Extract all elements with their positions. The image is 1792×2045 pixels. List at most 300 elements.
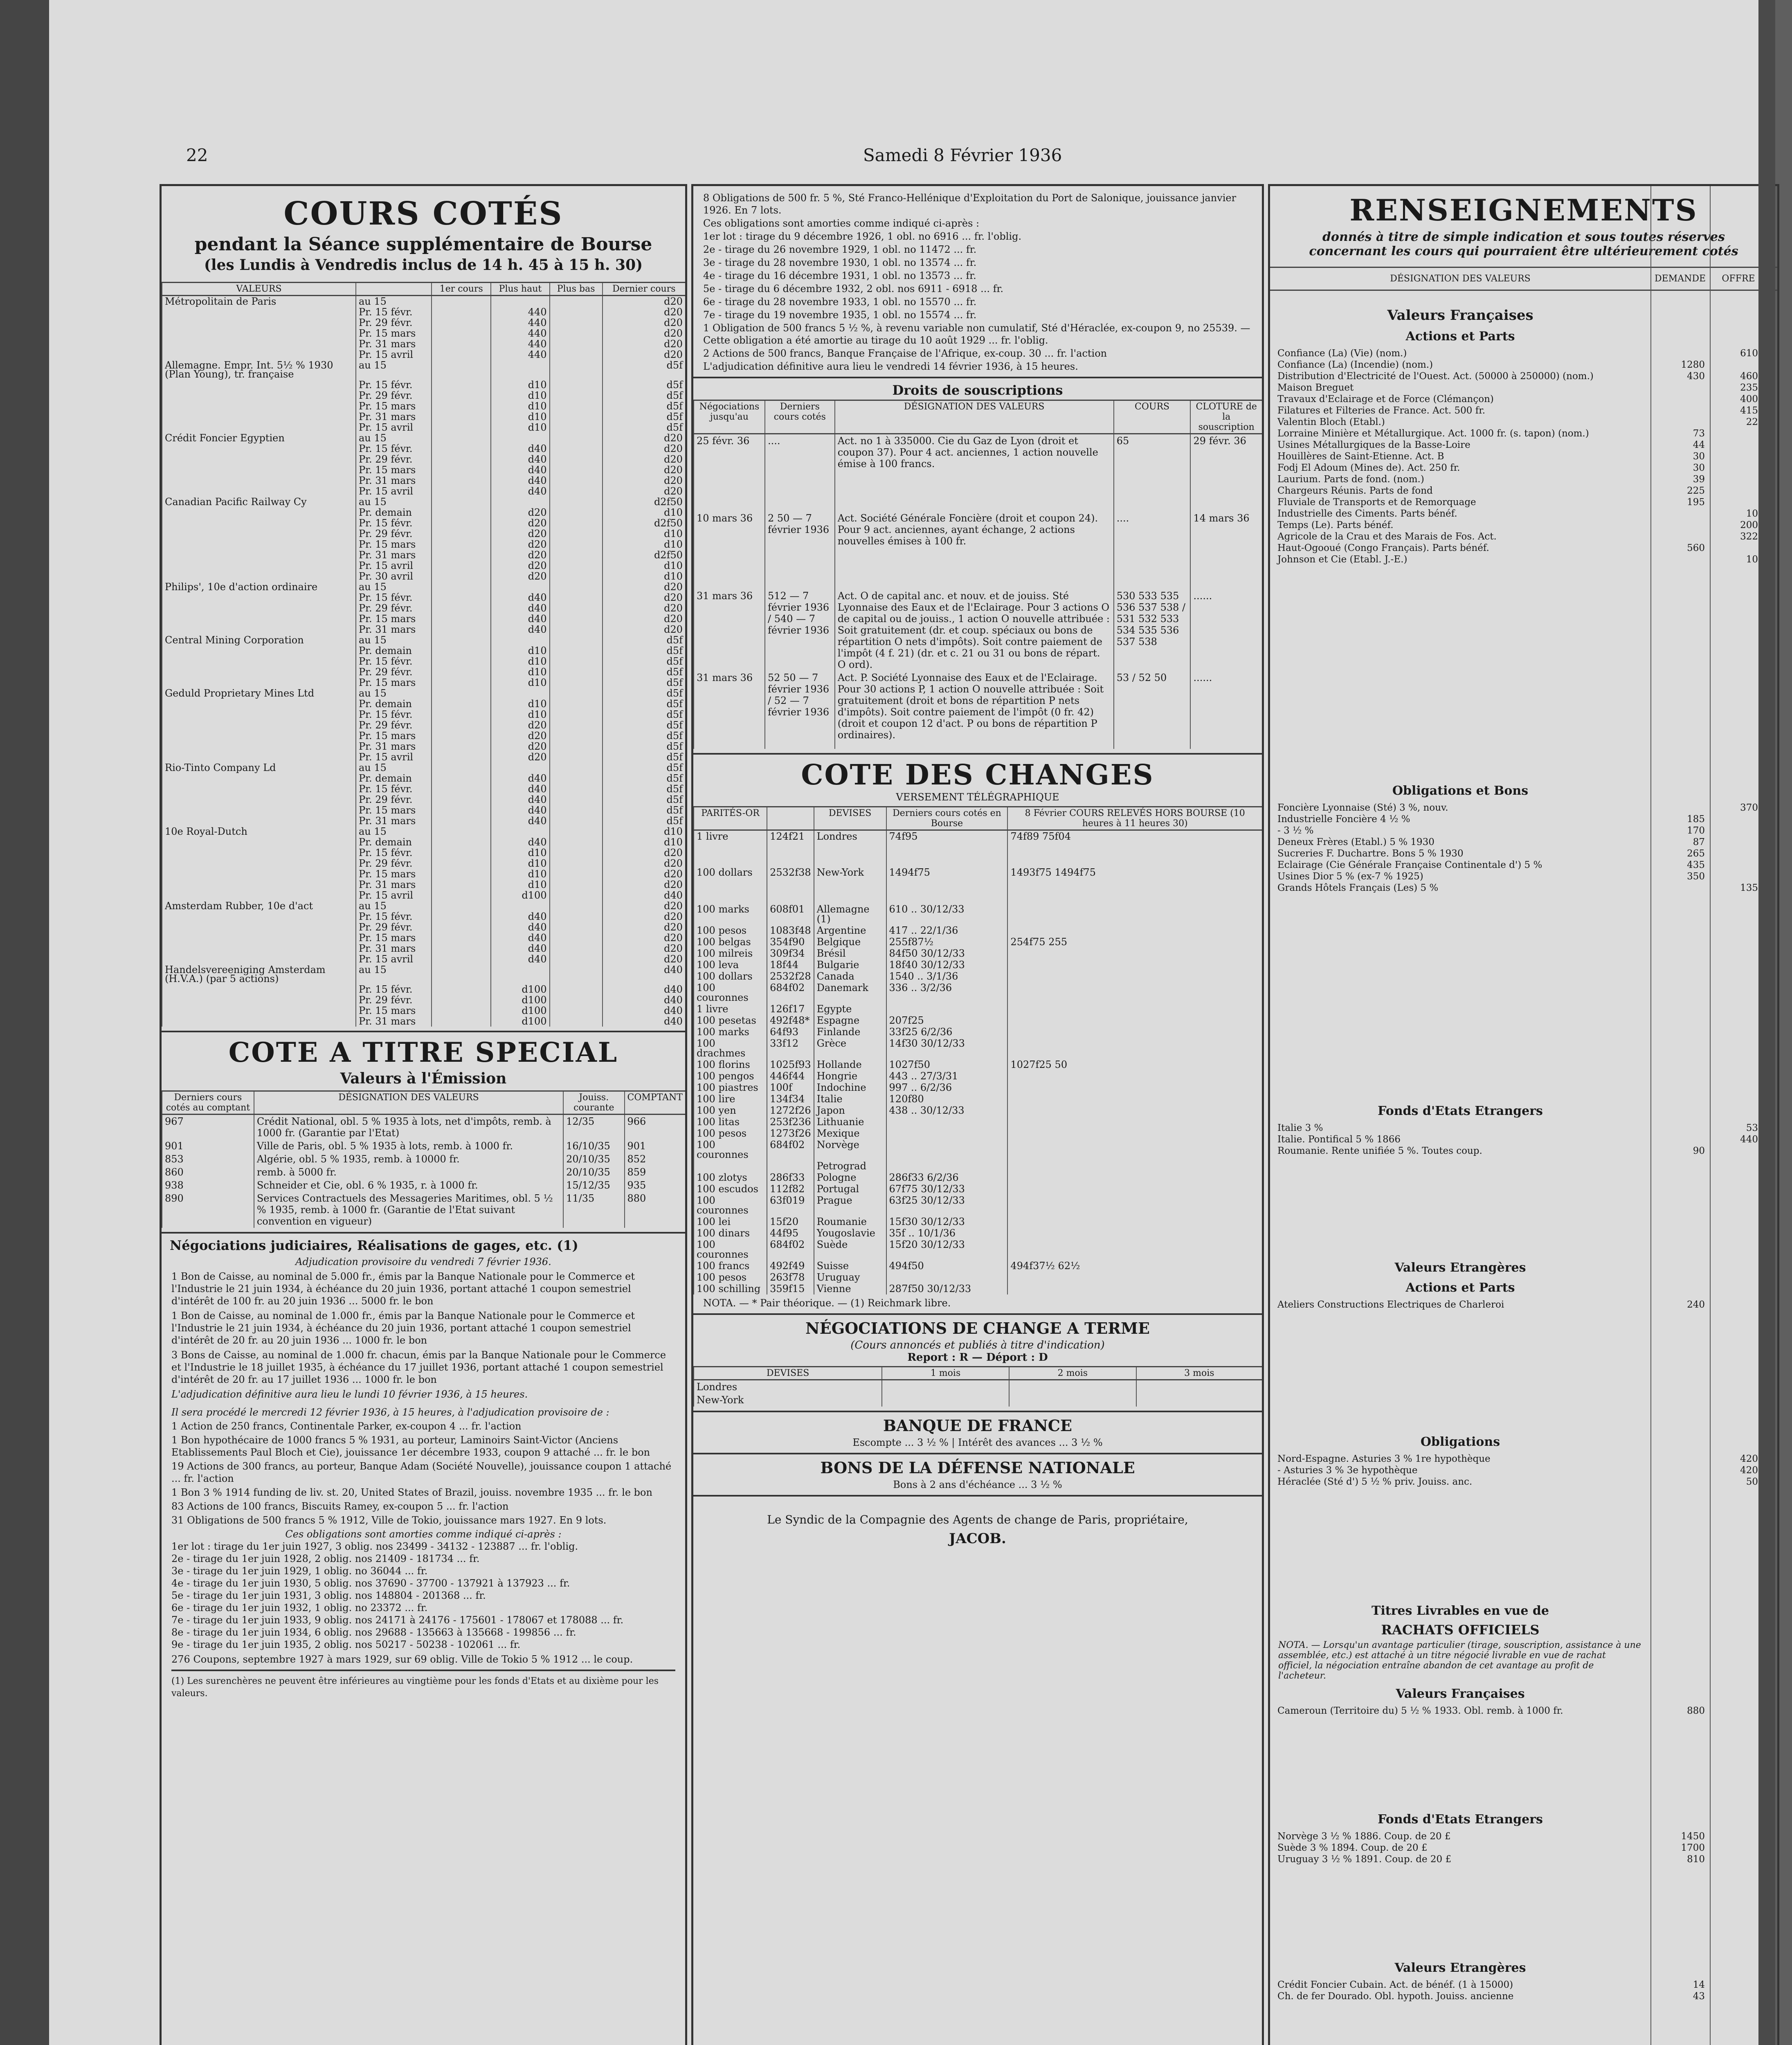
cours-first (432, 794, 491, 805)
cours-cotes-title: COURS COTÉS (283, 195, 563, 232)
cours-high (491, 762, 549, 773)
changes-hors-bourse: 1027f25 50 (1007, 1059, 1262, 1070)
renseignement-row (1270, 393, 1777, 405)
cours-last: d5f (603, 645, 685, 656)
valeur-offre (1709, 1842, 1758, 1854)
cours-first (432, 826, 491, 837)
cours-low (550, 390, 603, 401)
droits-cloture: 29 févr. 36 (1190, 434, 1262, 512)
cours-low (550, 433, 603, 443)
valeur-name (162, 486, 356, 497)
changes-devise: Londres (814, 830, 886, 867)
valeur-designation: Héraclée (Sté d') 5 ½ % priv. Jouiss. anc. (1277, 1476, 1473, 1487)
changes-last: 417 .. 22/1/36 (886, 925, 1008, 936)
cours-last: d40 (603, 890, 685, 901)
emission-prev: 860 (162, 1166, 254, 1179)
changes-last: 1494f75 (886, 867, 1008, 903)
cours-term: Pr. 29 févr. (356, 528, 432, 539)
cours-low (550, 443, 603, 454)
valeur-name (162, 837, 356, 847)
cours-last: d20 (603, 307, 685, 317)
valeur-offre (1709, 485, 1758, 497)
cours-first (432, 571, 491, 582)
cours-row (162, 603, 685, 614)
bdf-title: BANQUE DE FRANCE (883, 1416, 1072, 1435)
valeur-name (162, 475, 356, 486)
valeur-name (162, 784, 356, 794)
changes-last: 287f50 30/12/33 (886, 1283, 1008, 1294)
cours-col-header: 1er cours (432, 283, 491, 296)
emission-col-header: COMPTANT (625, 1091, 686, 1115)
cours-low (550, 879, 603, 890)
cours-high: d40 (491, 454, 549, 465)
valeur-name (162, 624, 356, 635)
changes-hors-bourse (1007, 1216, 1262, 1227)
valeur-offre: 460 (1740, 371, 1758, 382)
droits-row (694, 671, 1262, 749)
judic-line: 83 Actions de 100 francs, Biscuits Ramey, ex-coupon 5 ... fr. l'action (171, 1501, 509, 1512)
valeur-designation: Maison Breguet (1277, 382, 1354, 393)
cours-low (550, 805, 603, 816)
section-heading: Valeurs Etrangères (1394, 1261, 1526, 1275)
valeur-designation: Italie 3 % (1277, 1123, 1323, 1133)
cours-low (550, 307, 603, 317)
judic-lot: 8e - tirage du 1er juin 1934, 6 oblig. nos 29688 - 135663 à 135668 - 199856 ... fr. (171, 1627, 576, 1638)
adjudication-line: Ces obligations sont amorties comme indiqué ci-après : (703, 218, 980, 229)
valeur-name (162, 752, 356, 762)
cours-first (432, 1016, 491, 1027)
rachats-nota: NOTA. — Lorsqu'un avantage particulier (tirage, souscription, assistance à une assemblée, etc.) est attaché à un titre négocié livrable en vue de rachat officiel, la négociation entraîne abandon de cet avantage au profit de l'acheteur. (1278, 1640, 1641, 1681)
cours-first (432, 911, 491, 922)
cours-row (162, 677, 685, 688)
cours-row (162, 349, 685, 360)
cours-row (162, 296, 685, 307)
cours-last: d10 (603, 539, 685, 550)
changes-devise: Canada (814, 971, 886, 982)
cours-term: Pr. 31 mars (356, 1016, 432, 1027)
changes-parity: 263f78 (767, 1272, 814, 1283)
changes-devise: Pologne (814, 1172, 886, 1183)
changes-row (694, 1260, 1262, 1272)
changes-parity: 1083f48 (767, 925, 814, 936)
valeur-name: Allemagne. Empr. Int. 5½ % 1930 (Plan Young), tr. française (162, 360, 356, 380)
valeur-offre: 53 (1746, 1123, 1758, 1133)
changes-last (886, 1139, 1008, 1160)
valeur-designation: Cameroun (Territoire du) 5 ½ % 1933. Obl. remb. à 1000 fr. (1277, 1706, 1563, 1716)
changes-parity: 684f02 (767, 982, 814, 1003)
cours-row (162, 943, 685, 954)
cours-low (550, 984, 603, 995)
cours-first (432, 339, 491, 349)
cours-first (432, 922, 491, 933)
changes-unit: 100 piastres (694, 1082, 767, 1093)
valeur-designation: Grands Hôtels Français (Les) 5 % (1277, 883, 1439, 893)
valeur-name (162, 656, 356, 667)
cours-term: Pr. 15 avril (356, 954, 432, 964)
changes-hors-bourse (1007, 1195, 1262, 1216)
valeur-designation: Nord-Espagne. Asturies 3 % 1re hypothèque (1277, 1454, 1491, 1464)
droits-prev: 52 50 — 7 février 1936 / 52 — 7 février 1936 (765, 671, 835, 749)
valeur-demande (1646, 802, 1709, 814)
valeur-name: Central Mining Corporation (162, 635, 356, 645)
changes-hors-bourse: 74f89 75f04 (1007, 830, 1262, 867)
cours-term: Pr. 31 mars (356, 741, 432, 752)
changes-unit: 100 yen (694, 1105, 767, 1116)
cours-row (162, 911, 685, 922)
changes-devise: Belgique (814, 936, 886, 948)
emission-row (162, 1179, 685, 1192)
adjudication-line: 1er lot : tirage du 9 décembre 1926, 1 obl. no 6916 ... fr. l'oblig. (703, 231, 1022, 242)
emission-col-header: Derniers cours cotés au comptant (162, 1091, 254, 1115)
changes-last: 15f20 30/12/33 (886, 1239, 1008, 1260)
cours-high: d100 (491, 984, 549, 995)
cours-last: d5f (603, 730, 685, 741)
changes-hors-bourse (1007, 903, 1262, 925)
emission-name: Ville de Paris, obl. 5 % 1935 à lots, remb. à 1000 fr. (254, 1139, 563, 1153)
cours-low (550, 360, 603, 380)
cours-first (432, 328, 491, 339)
valeur-designation: Filatures et Filteries de France. Act. 500 fr. (1277, 405, 1486, 416)
cours-low (550, 667, 603, 677)
cours-term: Pr. demain (356, 699, 432, 709)
renseignement-row (1270, 802, 1777, 814)
cours-row (162, 571, 685, 582)
changes-last: 1027f50 (886, 1059, 1008, 1070)
judic-paragraph: 1 Bon de Caisse, au nominal de 1.000 fr., émis par la Banque Nationale pour le Commerce et l'Industrie le 21 juin 1934, à échéance du 20 juin 1936, portant attaché 1 coupon semestriel d'intérêt de 20 fr. au 20 juin 1936 ... 1000 fr. le bon (171, 1310, 635, 1346)
cours-last: d5f (603, 390, 685, 401)
emission-name: Algérie, obl. 5 % 1935, remb. à 10000 fr. (254, 1153, 563, 1166)
changes-row (694, 1015, 1262, 1026)
terme-devise: Londres (694, 1380, 882, 1394)
changes-parity: 126f17 (767, 1003, 814, 1015)
valeur-demande: 1450 (1681, 1831, 1705, 1842)
changes-row (694, 1216, 1262, 1227)
cours-term: Pr. 15 févr. (356, 984, 432, 995)
changes-unit: 100 litas (694, 1116, 767, 1128)
cours-term: Pr. 15 avril (356, 349, 432, 360)
cours-high: d40 (491, 603, 549, 614)
cours-row (162, 890, 685, 901)
cours-high: d40 (491, 922, 549, 933)
changes-unit: 100 marks (694, 1026, 767, 1038)
cours-last: d20 (603, 954, 685, 964)
cours-high (491, 688, 549, 699)
valeur-designation: Temps (Le). Parts bénéf. (1277, 520, 1394, 530)
cours-first (432, 603, 491, 614)
cours-row (162, 837, 685, 847)
cours-row (162, 879, 685, 890)
valeur-name (162, 741, 356, 752)
cours-row (162, 741, 685, 752)
droits-col-header: CLOTURE de la souscription (1190, 400, 1262, 434)
cours-low (550, 688, 603, 699)
cours-low (550, 901, 603, 911)
changes-devise: Danemark (814, 982, 886, 1003)
cours-term: Pr. 29 févr. (356, 794, 432, 805)
changes-hors-bourse (1007, 982, 1262, 1003)
cours-row (162, 645, 685, 656)
cours-high: d20 (491, 550, 549, 560)
valeur-demande (1646, 1453, 1709, 1465)
cours-low (550, 890, 603, 901)
cours-row (162, 454, 685, 465)
droits-col-header: DÉSIGNATION DES VALEURS (835, 400, 1114, 434)
cours-term: Pr. 15 févr. (356, 380, 432, 390)
valeur-name (162, 411, 356, 422)
changes-parity: 253f236 (767, 1116, 814, 1128)
renseignements-title: RENSEIGNEMENTS (1349, 193, 1698, 227)
cours-low (550, 486, 603, 497)
cours-term: Pr. 15 févr. (356, 307, 432, 317)
col-demande: DEMANDE (1654, 274, 1706, 284)
cours-row (162, 954, 685, 964)
cours-high: d20 (491, 539, 549, 550)
cours-first (432, 518, 491, 528)
rachats-title: RACHATS OFFICIELS (1381, 1622, 1540, 1638)
droits-table (693, 400, 1262, 749)
changes-parity: 608f01 (767, 903, 814, 925)
cours-low (550, 773, 603, 784)
cours-term: Pr. 15 mars (356, 1005, 432, 1016)
changes-parity: 124f21 (767, 830, 814, 867)
cours-last: d10 (603, 560, 685, 571)
droits-cours: 65 (1114, 434, 1191, 512)
valeur-name (162, 390, 356, 401)
renseignement-row (1270, 451, 1777, 462)
cours-last: d20 (603, 317, 685, 328)
valeur-demande: 350 (1687, 871, 1705, 882)
renseignement-row (1270, 848, 1777, 859)
adjudication-line: L'adjudication définitive aura lieu le vendredi 14 février 1936, à 15 heures. (703, 361, 1078, 372)
cours-first (432, 624, 491, 635)
cours-term: Pr. 15 mars (356, 328, 432, 339)
changes-hors-bourse: 1493f75 1494f75 (1007, 867, 1262, 903)
changes-hors-bourse (1007, 1227, 1262, 1239)
cours-low (550, 1016, 603, 1027)
valeur-name: Canadian Pacific Railway Cy (162, 497, 356, 507)
cours-row (162, 465, 685, 475)
renseignement-row (1270, 859, 1777, 871)
changes-devise: Mexique (814, 1128, 886, 1139)
renseignement-row (1270, 485, 1777, 497)
changes-unit: 100 pesos (694, 1128, 767, 1139)
left-column (160, 184, 687, 2045)
cours-high: d100 (491, 995, 549, 1005)
valeur-name (162, 603, 356, 614)
cours-last: d5f (603, 794, 685, 805)
valeur-offre (1709, 428, 1758, 439)
changes-devise: Espagne (814, 1015, 886, 1026)
cours-term: Pr. 15 mars (356, 539, 432, 550)
cours-term: Pr. 29 févr. (356, 995, 432, 1005)
cours-high: d10 (491, 411, 549, 422)
cours-term: Pr. demain (356, 645, 432, 656)
cours-high: d10 (491, 667, 549, 677)
cours-col-header: VALEURS (162, 283, 356, 296)
cours-row (162, 433, 685, 443)
cours-last: d20 (603, 475, 685, 486)
cours-row (162, 699, 685, 709)
valeur-name (162, 858, 356, 869)
changes-last: 207f25 (886, 1015, 1008, 1026)
valeur-demande: 170 (1687, 825, 1705, 836)
cours-first (432, 360, 491, 380)
valeur-demande (1646, 382, 1709, 393)
valeur-name (162, 518, 356, 528)
cours-last: d5f (603, 752, 685, 762)
cours-last: d20 (603, 443, 685, 454)
cours-high: d20 (491, 741, 549, 752)
valeur-designation: Eclairage (Cie Générale Française Continentale d') 5 % (1277, 860, 1542, 870)
valeur-demande: 39 (1693, 474, 1705, 485)
emission-row (162, 1192, 685, 1228)
emission-table (162, 1090, 685, 1228)
cours-first (432, 390, 491, 401)
emission-row (162, 1115, 685, 1140)
valeur-designation: Agricole de la Crau et des Marais de Fos. Act. (1277, 531, 1497, 542)
renseignement-row (1270, 825, 1777, 836)
emission-col-header: DÉSIGNATION DES VALEURS (254, 1091, 563, 1115)
valeur-name (162, 922, 356, 933)
cours-last: d20 (603, 922, 685, 933)
cours-first (432, 984, 491, 995)
judic-lot: 7e - tirage du 1er juin 1933, 9 oblig. nos 24171 à 24176 - 175601 - 178067 et 178088 ... fr. (171, 1614, 624, 1626)
valeur-offre (1709, 848, 1758, 859)
terme-col-header: 1 mois (882, 1367, 1009, 1380)
valeur-offre: 10 (1746, 508, 1758, 519)
cours-last: d10 (603, 528, 685, 539)
valeur-offre: 370 (1740, 802, 1758, 813)
cours-low (550, 741, 603, 752)
changes-hors-bourse (1007, 1239, 1262, 1260)
cours-low (550, 837, 603, 847)
judic-lot: 4e - tirage du 1er juin 1930, 5 oblig. nos 37690 - 37700 - 137921 à 137923 ... fr. (171, 1578, 570, 1589)
emission-row (162, 1166, 685, 1179)
cours-row (162, 730, 685, 741)
cours-row (162, 1016, 685, 1027)
changes-hors-bourse (1007, 1283, 1262, 1294)
droits-title: Droits de souscriptions (892, 382, 1063, 398)
cours-high (491, 497, 549, 507)
cours-row (162, 869, 685, 879)
valeur-name: Amsterdam Rubber, 10e d'act (162, 901, 356, 911)
changes-last: 255f87½ (886, 936, 1008, 948)
renseignement-row (1270, 1465, 1777, 1476)
emission-price: 859 (625, 1166, 686, 1179)
changes-devise: Grèce (814, 1038, 886, 1059)
renseignements-subtitle: donnés à titre de simple indication et sous toutes réserves concernant les cours qui pourraient être ultérieurement cotés (1309, 230, 1738, 258)
changes-hors-bourse (1007, 1183, 1262, 1195)
cours-row (162, 486, 685, 497)
valeur-offre (1709, 1145, 1758, 1157)
valeur-demande (1646, 554, 1709, 565)
cours-low (550, 656, 603, 667)
renseignement-row (1270, 359, 1777, 371)
terme-col-header: 2 mois (1009, 1367, 1136, 1380)
changes-row (694, 925, 1262, 936)
bons-title: BONS DE LA DÉFENSE NATIONALE (820, 1458, 1135, 1477)
cours-term: Pr. 15 avril (356, 890, 432, 901)
terme-row (694, 1380, 1262, 1394)
changes-parity: 18f44 (767, 959, 814, 971)
cours-row (162, 539, 685, 550)
cours-last: d5f (603, 380, 685, 390)
valeur-offre (1709, 859, 1758, 871)
section-heading: Actions et Parts (1405, 1281, 1515, 1295)
changes-row (694, 1239, 1262, 1260)
changes-row (694, 1183, 1262, 1195)
valeur-name: Philips', 10e d'action ordinaire (162, 582, 356, 592)
changes-unit: 100 couronnes (694, 1239, 767, 1260)
changes-parity: 2532f38 (767, 867, 814, 903)
cours-high: d10 (491, 699, 549, 709)
emission-price: 935 (625, 1179, 686, 1192)
changes-devise: Egypte (814, 1003, 886, 1015)
valeur-designation: Suède 3 % 1894. Coup. de 20 £ (1277, 1843, 1428, 1853)
valeur-name (162, 339, 356, 349)
page-number: 22 (186, 145, 208, 165)
judic-lot: 3e - tirage du 1er juin 1929, 1 oblig. no 36044 ... fr. (171, 1565, 428, 1577)
changes-hors-bourse (1007, 1139, 1262, 1160)
cours-term: au 15 (356, 296, 432, 307)
cours-low (550, 911, 603, 922)
cours-first (432, 773, 491, 784)
cours-high: d100 (491, 890, 549, 901)
cours-last: d5f (603, 656, 685, 667)
valeur-demande (1646, 508, 1709, 519)
column-rule (1650, 186, 1651, 2045)
cours-high (491, 582, 549, 592)
cours-low (550, 645, 603, 656)
renseignement-row (1270, 405, 1777, 416)
renseignement-row (1270, 1991, 1777, 2002)
valeur-name (162, 328, 356, 339)
emission-name: remb. à 5000 fr. (254, 1166, 563, 1179)
terme-col-header: DEVISES (694, 1367, 882, 1380)
cours-high: d40 (491, 816, 549, 826)
droits-col-header: Derniers cours cotés (765, 400, 835, 434)
cours-last: d20 (603, 624, 685, 635)
valeur-demande: 44 (1693, 440, 1705, 450)
valeur-designation: Haut-Ogooué (Congo Français). Parts bénéf. (1277, 543, 1489, 553)
valeur-offre: 22 (1746, 417, 1758, 427)
valeur-name (162, 773, 356, 784)
valeur-offre (1709, 497, 1758, 508)
cours-low (550, 296, 603, 307)
changes-hors-bourse (1007, 1272, 1262, 1283)
valeur-demande: 435 (1687, 860, 1705, 870)
changes-last: 18f40 30/12/33 (886, 959, 1008, 971)
droits-cloture: ...... (1190, 589, 1262, 671)
valeur-name (162, 401, 356, 411)
renseignement-row (1270, 531, 1777, 542)
emission-prev: 890 (162, 1192, 254, 1228)
changes-parity: 286f33 (767, 1172, 814, 1183)
changes-parity: 1273f26 (767, 1128, 814, 1139)
valeur-offre (1709, 814, 1758, 825)
cours-high: d20 (491, 730, 549, 741)
section-heading: Valeurs Etrangères (1394, 1961, 1526, 1975)
col-offre: OFFRE (1722, 274, 1755, 284)
changes-devise: Japon (814, 1105, 886, 1116)
changes-unit: 100 belgas (694, 936, 767, 948)
valeur-name (162, 677, 356, 688)
cours-low (550, 826, 603, 837)
cours-first (432, 709, 491, 720)
terme-value (882, 1380, 1009, 1394)
cours-last: d5f (603, 773, 685, 784)
valeur-designation: Foncière Lyonnaise (Sté) 3 %, nouv. (1277, 802, 1448, 813)
